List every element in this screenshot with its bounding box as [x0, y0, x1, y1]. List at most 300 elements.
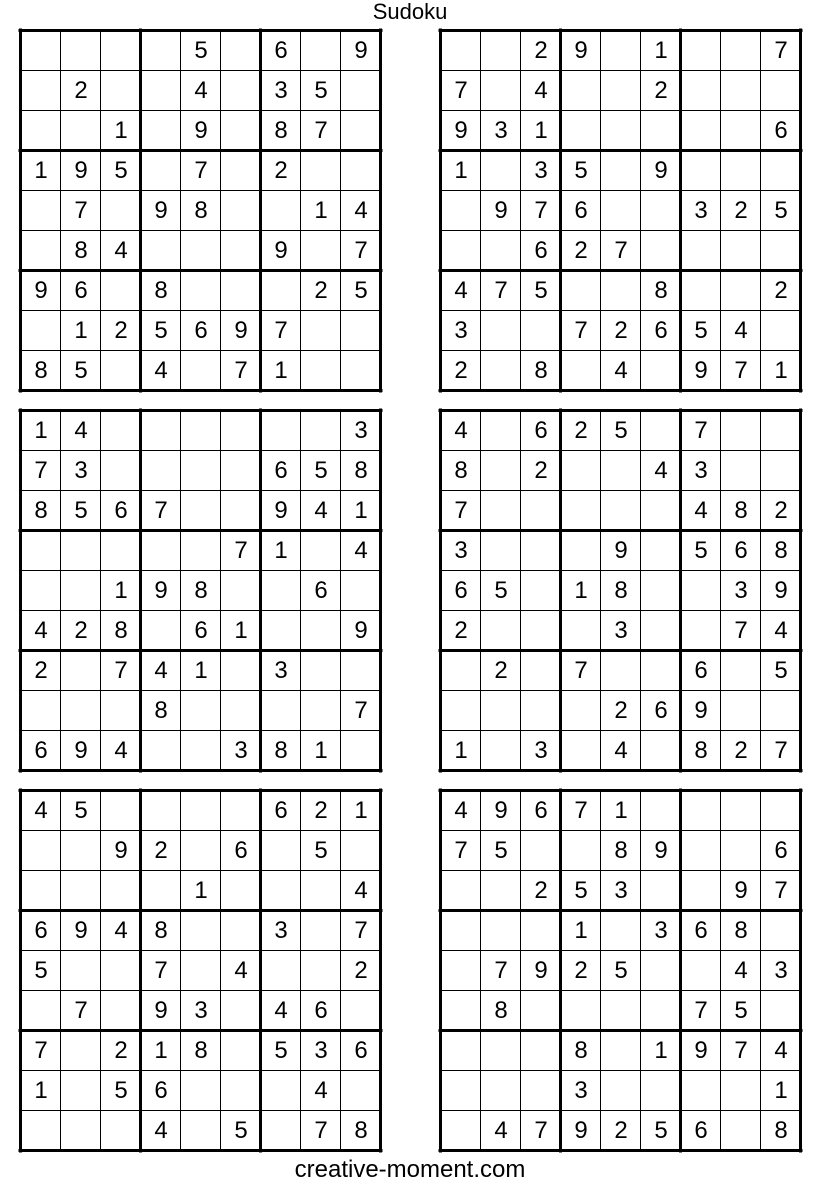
given-digit: 5	[574, 157, 588, 184]
empty-cell[interactable]	[261, 1071, 301, 1111]
empty-cell[interactable]	[441, 1071, 481, 1111]
empty-cell[interactable]	[21, 31, 61, 71]
given-digit: 1	[454, 157, 468, 184]
given-digit: 2	[574, 237, 588, 264]
empty-cell[interactable]	[601, 111, 641, 151]
empty-cell[interactable]	[21, 831, 61, 871]
empty-cell[interactable]	[221, 271, 261, 311]
empty-cell[interactable]	[641, 571, 681, 611]
empty-cell[interactable]	[721, 231, 761, 271]
given-digit: 9	[154, 997, 168, 1024]
empty-cell[interactable]	[221, 411, 261, 451]
empty-cell[interactable]	[721, 1111, 761, 1151]
given-digit: 4	[74, 417, 88, 444]
given-digit: 6	[34, 737, 48, 764]
empty-cell[interactable]	[681, 31, 721, 71]
empty-cell[interactable]	[761, 791, 801, 831]
empty-cell[interactable]	[21, 71, 61, 111]
empty-cell[interactable]	[301, 531, 341, 571]
empty-cell[interactable]	[141, 411, 181, 451]
empty-cell[interactable]	[521, 1031, 561, 1071]
given-digit: 4	[114, 237, 128, 264]
given-digit: 4	[454, 417, 468, 444]
empty-cell[interactable]	[441, 231, 481, 271]
empty-cell[interactable]	[441, 911, 481, 951]
empty-cell[interactable]	[521, 831, 561, 871]
empty-cell[interactable]	[21, 311, 61, 351]
given-digit: 3	[454, 537, 468, 564]
empty-cell[interactable]	[721, 691, 761, 731]
given-digit: 5	[74, 797, 88, 824]
empty-cell[interactable]	[561, 731, 601, 771]
empty-cell[interactable]	[61, 871, 101, 911]
empty-cell[interactable]	[481, 151, 521, 191]
empty-cell[interactable]	[261, 871, 301, 911]
empty-cell[interactable]	[601, 151, 641, 191]
empty-cell[interactable]	[341, 831, 381, 871]
empty-cell[interactable]	[221, 691, 261, 731]
empty-cell[interactable]	[301, 871, 341, 911]
given-digit: 9	[654, 837, 668, 864]
given-digit: 4	[494, 1117, 508, 1144]
empty-cell[interactable]	[341, 311, 381, 351]
empty-cell[interactable]	[61, 571, 101, 611]
given-digit: 7	[454, 77, 468, 104]
given-digit: 3	[654, 917, 668, 944]
empty-cell[interactable]	[181, 411, 221, 451]
empty-cell[interactable]	[521, 651, 561, 691]
given-digit: 3	[314, 1037, 328, 1064]
empty-cell[interactable]	[601, 651, 641, 691]
empty-cell[interactable]	[101, 31, 141, 71]
empty-cell[interactable]	[301, 351, 341, 391]
empty-cell[interactable]	[641, 731, 681, 771]
empty-cell[interactable]	[721, 651, 761, 691]
given-digit: 7	[494, 957, 508, 984]
empty-cell[interactable]	[681, 871, 721, 911]
empty-cell[interactable]	[141, 731, 181, 771]
empty-cell[interactable]	[221, 231, 261, 271]
empty-cell[interactable]	[221, 111, 261, 151]
empty-cell[interactable]	[601, 991, 641, 1031]
empty-cell[interactable]	[101, 991, 141, 1031]
empty-cell[interactable]	[601, 491, 641, 531]
empty-cell[interactable]	[341, 731, 381, 771]
empty-cell[interactable]	[141, 451, 181, 491]
empty-cell[interactable]	[261, 831, 301, 871]
empty-cell[interactable]	[261, 271, 301, 311]
empty-cell[interactable]	[521, 571, 561, 611]
empty-cell[interactable]	[341, 351, 381, 391]
empty-cell[interactable]	[181, 1111, 221, 1151]
empty-cell[interactable]	[61, 31, 101, 71]
empty-cell[interactable]	[681, 791, 721, 831]
empty-cell[interactable]	[601, 271, 641, 311]
given-digit: 8	[274, 737, 288, 764]
given-digit: 9	[694, 357, 708, 384]
empty-cell[interactable]	[681, 571, 721, 611]
empty-cell[interactable]	[181, 351, 221, 391]
given-digit: 4	[354, 877, 368, 904]
empty-cell[interactable]	[761, 411, 801, 451]
empty-cell[interactable]	[221, 491, 261, 531]
empty-cell[interactable]	[561, 271, 601, 311]
empty-cell[interactable]	[761, 451, 801, 491]
empty-cell[interactable]	[341, 651, 381, 691]
empty-cell[interactable]	[181, 491, 221, 531]
empty-cell[interactable]	[21, 231, 61, 271]
empty-cell[interactable]	[341, 1071, 381, 1111]
given-digit: 9	[574, 1117, 588, 1144]
empty-cell[interactable]	[341, 71, 381, 111]
empty-cell[interactable]	[441, 1111, 481, 1151]
empty-cell[interactable]	[481, 1031, 521, 1071]
empty-cell[interactable]	[721, 411, 761, 451]
empty-cell[interactable]	[561, 991, 601, 1031]
empty-cell[interactable]	[61, 1111, 101, 1151]
empty-cell[interactable]	[481, 31, 521, 71]
given-digit: 4	[154, 657, 168, 684]
empty-cell[interactable]	[641, 951, 681, 991]
empty-cell[interactable]	[481, 731, 521, 771]
empty-cell[interactable]	[481, 491, 521, 531]
given-digit: 2	[74, 77, 88, 104]
given-digit: 6	[114, 497, 128, 524]
empty-cell[interactable]	[141, 611, 181, 651]
given-digit: 2	[734, 737, 748, 764]
given-digit: 2	[314, 277, 328, 304]
empty-cell[interactable]	[21, 111, 61, 151]
empty-cell[interactable]	[21, 191, 61, 231]
empty-cell[interactable]	[561, 531, 601, 571]
empty-cell[interactable]	[641, 491, 681, 531]
empty-cell[interactable]	[101, 951, 141, 991]
empty-cell[interactable]	[21, 691, 61, 731]
empty-cell[interactable]	[681, 951, 721, 991]
empty-cell[interactable]	[261, 611, 301, 651]
empty-cell[interactable]	[601, 911, 641, 951]
empty-cell[interactable]	[721, 451, 761, 491]
empty-cell[interactable]	[181, 271, 221, 311]
empty-cell[interactable]	[301, 151, 341, 191]
empty-cell[interactable]	[141, 531, 181, 571]
empty-cell[interactable]	[21, 991, 61, 1031]
empty-cell[interactable]	[761, 71, 801, 111]
empty-cell[interactable]	[681, 111, 721, 151]
empty-cell[interactable]	[221, 1031, 261, 1071]
empty-cell[interactable]	[261, 691, 301, 731]
empty-cell[interactable]	[61, 111, 101, 151]
given-digit: 5	[534, 277, 548, 304]
empty-cell[interactable]	[761, 911, 801, 951]
empty-cell[interactable]	[181, 451, 221, 491]
empty-cell[interactable]	[221, 791, 261, 831]
empty-cell[interactable]	[181, 911, 221, 951]
empty-cell[interactable]	[601, 1031, 641, 1071]
empty-cell[interactable]	[641, 111, 681, 151]
empty-cell[interactable]	[221, 871, 261, 911]
empty-cell[interactable]	[481, 531, 521, 571]
empty-cell[interactable]	[521, 491, 561, 531]
empty-cell[interactable]	[101, 271, 141, 311]
empty-cell[interactable]	[601, 191, 641, 231]
empty-cell[interactable]	[181, 691, 221, 731]
given-digit: 9	[654, 157, 668, 184]
empty-cell[interactable]	[641, 411, 681, 451]
empty-cell[interactable]	[441, 651, 481, 691]
empty-cell[interactable]	[301, 31, 341, 71]
empty-cell[interactable]	[521, 691, 561, 731]
empty-cell[interactable]	[261, 951, 301, 991]
empty-cell[interactable]	[181, 1071, 221, 1111]
empty-cell[interactable]	[181, 531, 221, 571]
given-digit: 8	[734, 917, 748, 944]
given-digit: 8	[114, 617, 128, 644]
empty-cell[interactable]	[721, 1071, 761, 1111]
empty-cell[interactable]	[521, 531, 561, 571]
empty-cell[interactable]	[221, 1071, 261, 1111]
empty-cell[interactable]	[441, 191, 481, 231]
empty-cell[interactable]	[441, 691, 481, 731]
empty-cell[interactable]	[141, 111, 181, 151]
empty-cell[interactable]	[101, 411, 141, 451]
given-digit: 7	[774, 737, 788, 764]
given-digit: 1	[274, 357, 288, 384]
empty-cell[interactable]	[521, 991, 561, 1031]
empty-cell[interactable]	[141, 791, 181, 831]
given-digit: 9	[154, 197, 168, 224]
empty-cell[interactable]	[481, 231, 521, 271]
empty-cell[interactable]	[641, 191, 681, 231]
empty-cell[interactable]	[561, 831, 601, 871]
given-digit: 6	[694, 917, 708, 944]
given-digit: 8	[614, 577, 628, 604]
empty-cell[interactable]	[441, 31, 481, 71]
empty-cell[interactable]	[101, 871, 141, 911]
empty-cell[interactable]	[101, 191, 141, 231]
empty-cell[interactable]	[481, 351, 521, 391]
empty-cell[interactable]	[301, 951, 341, 991]
empty-cell[interactable]	[181, 791, 221, 831]
empty-cell[interactable]	[681, 611, 721, 651]
given-digit: 1	[454, 737, 468, 764]
given-digit: 1	[354, 497, 368, 524]
given-digit: 9	[354, 617, 368, 644]
empty-cell[interactable]	[721, 71, 761, 111]
given-digit: 2	[774, 277, 788, 304]
empty-cell[interactable]	[681, 1071, 721, 1111]
empty-cell[interactable]	[561, 691, 601, 731]
given-digit: 4	[234, 957, 248, 984]
empty-cell[interactable]	[481, 451, 521, 491]
empty-cell[interactable]	[761, 691, 801, 731]
empty-cell[interactable]	[61, 1071, 101, 1111]
empty-cell[interactable]	[101, 351, 141, 391]
empty-cell[interactable]	[481, 871, 521, 911]
given-digit: 5	[614, 957, 628, 984]
empty-cell[interactable]	[681, 831, 721, 871]
empty-cell[interactable]	[21, 871, 61, 911]
empty-cell[interactable]	[301, 691, 341, 731]
empty-cell[interactable]	[561, 451, 601, 491]
empty-cell[interactable]	[641, 871, 681, 911]
empty-cell[interactable]	[521, 311, 561, 351]
empty-cell[interactable]	[261, 191, 301, 231]
given-digit: 5	[274, 1037, 288, 1064]
empty-cell[interactable]	[61, 1031, 101, 1071]
empty-cell[interactable]	[521, 611, 561, 651]
empty-cell[interactable]	[221, 151, 261, 191]
empty-cell[interactable]	[181, 231, 221, 271]
empty-cell[interactable]	[261, 571, 301, 611]
empty-cell[interactable]	[761, 231, 801, 271]
given-digit: 4	[154, 357, 168, 384]
empty-cell[interactable]	[641, 991, 681, 1031]
empty-cell[interactable]	[441, 991, 481, 1031]
empty-cell[interactable]	[641, 351, 681, 391]
given-digit: 5	[494, 577, 508, 604]
empty-cell[interactable]	[21, 571, 61, 611]
empty-cell[interactable]	[221, 191, 261, 231]
empty-cell[interactable]	[221, 651, 261, 691]
given-digit: 1	[34, 417, 48, 444]
empty-cell[interactable]	[641, 531, 681, 571]
empty-cell[interactable]	[561, 111, 601, 151]
empty-cell[interactable]	[221, 71, 261, 111]
empty-cell[interactable]	[441, 1031, 481, 1071]
empty-cell[interactable]	[61, 951, 101, 991]
empty-cell[interactable]	[301, 911, 341, 951]
empty-cell[interactable]	[181, 831, 221, 871]
empty-cell[interactable]	[61, 651, 101, 691]
empty-cell[interactable]	[301, 411, 341, 451]
empty-cell[interactable]	[601, 1071, 641, 1111]
given-digit: 4	[314, 497, 328, 524]
empty-cell[interactable]	[641, 611, 681, 651]
given-digit: 2	[614, 1117, 628, 1144]
empty-cell[interactable]	[481, 691, 521, 731]
given-digit: 9	[494, 797, 508, 824]
empty-cell[interactable]	[721, 271, 761, 311]
empty-cell[interactable]	[681, 151, 721, 191]
empty-cell[interactable]	[341, 151, 381, 191]
empty-cell[interactable]	[561, 491, 601, 531]
empty-cell[interactable]	[141, 71, 181, 111]
empty-cell[interactable]	[601, 71, 641, 111]
empty-cell[interactable]	[481, 411, 521, 451]
empty-cell[interactable]	[261, 1111, 301, 1151]
given-digit: 3	[234, 737, 248, 764]
empty-cell[interactable]	[221, 571, 261, 611]
empty-cell[interactable]	[681, 71, 721, 111]
empty-cell[interactable]	[641, 1071, 681, 1111]
given-digit: 3	[574, 1077, 588, 1104]
empty-cell[interactable]	[101, 691, 141, 731]
empty-cell[interactable]	[481, 911, 521, 951]
empty-cell[interactable]	[301, 651, 341, 691]
empty-cell[interactable]	[721, 111, 761, 151]
empty-cell[interactable]	[341, 111, 381, 151]
empty-cell[interactable]	[761, 991, 801, 1031]
empty-cell[interactable]	[441, 871, 481, 911]
empty-cell[interactable]	[141, 231, 181, 271]
empty-cell[interactable]	[181, 951, 221, 991]
given-digit: 2	[734, 197, 748, 224]
empty-cell[interactable]	[481, 71, 521, 111]
empty-cell[interactable]	[141, 151, 181, 191]
empty-cell[interactable]	[101, 531, 141, 571]
empty-cell[interactable]	[641, 651, 681, 691]
empty-cell[interactable]	[261, 411, 301, 451]
empty-cell[interactable]	[141, 871, 181, 911]
empty-cell[interactable]	[101, 1111, 141, 1151]
empty-cell[interactable]	[521, 911, 561, 951]
empty-cell[interactable]	[721, 831, 761, 871]
empty-cell[interactable]	[641, 791, 681, 831]
empty-cell[interactable]	[221, 31, 261, 71]
empty-cell[interactable]	[341, 571, 381, 611]
empty-cell[interactable]	[301, 231, 341, 271]
empty-cell[interactable]	[61, 531, 101, 571]
empty-cell[interactable]	[681, 231, 721, 271]
given-digit: 1	[274, 537, 288, 564]
given-digit: 7	[614, 237, 628, 264]
given-digit: 1	[314, 737, 328, 764]
empty-cell[interactable]	[561, 71, 601, 111]
given-digit: 1	[114, 577, 128, 604]
empty-cell[interactable]	[441, 951, 481, 991]
empty-cell[interactable]	[21, 531, 61, 571]
given-digit: 1	[194, 877, 208, 904]
empty-cell[interactable]	[221, 451, 261, 491]
empty-cell[interactable]	[721, 31, 761, 71]
empty-cell[interactable]	[301, 311, 341, 351]
empty-cell[interactable]	[221, 991, 261, 1031]
empty-cell[interactable]	[721, 151, 761, 191]
empty-cell[interactable]	[61, 691, 101, 731]
empty-cell[interactable]	[761, 151, 801, 191]
empty-cell[interactable]	[21, 1111, 61, 1151]
given-digit: 7	[274, 317, 288, 344]
empty-cell[interactable]	[101, 71, 141, 111]
empty-cell[interactable]	[761, 311, 801, 351]
empty-cell[interactable]	[561, 351, 601, 391]
empty-cell[interactable]	[301, 611, 341, 651]
empty-cell[interactable]	[521, 1071, 561, 1111]
given-digit: 4	[734, 957, 748, 984]
empty-cell[interactable]	[101, 791, 141, 831]
empty-cell[interactable]	[481, 611, 521, 651]
empty-cell[interactable]	[341, 991, 381, 1031]
empty-cell[interactable]	[641, 231, 681, 271]
empty-cell[interactable]	[601, 31, 641, 71]
empty-cell[interactable]	[141, 31, 181, 71]
empty-cell[interactable]	[721, 791, 761, 831]
given-digit: 7	[774, 877, 788, 904]
empty-cell[interactable]	[481, 1071, 521, 1111]
empty-cell[interactable]	[61, 831, 101, 871]
empty-cell[interactable]	[181, 731, 221, 771]
given-digit: 3	[694, 197, 708, 224]
empty-cell[interactable]	[101, 451, 141, 491]
given-digit: 8	[734, 497, 748, 524]
empty-cell[interactable]	[221, 911, 261, 951]
empty-cell[interactable]	[681, 271, 721, 311]
empty-cell[interactable]	[601, 451, 641, 491]
given-digit: 8	[354, 457, 368, 484]
empty-cell[interactable]	[561, 611, 601, 651]
empty-cell[interactable]	[481, 311, 521, 351]
